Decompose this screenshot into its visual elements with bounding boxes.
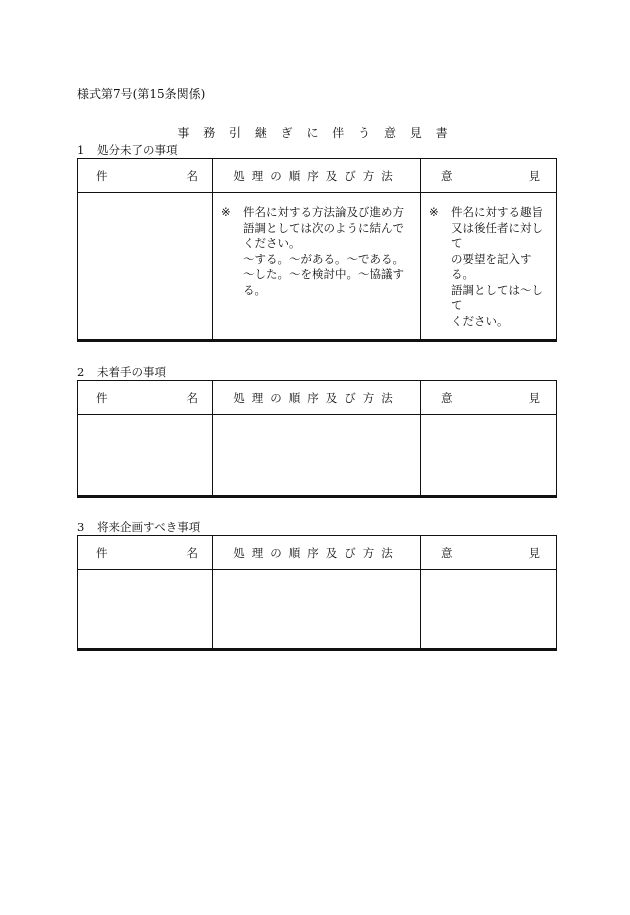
header-row [78, 381, 557, 415]
header-opinion-right: 見 [528, 168, 540, 183]
section-title: 処分未了の事項 [97, 143, 178, 157]
procedure-note-line: ～した。～を検討中。～協議す [243, 267, 404, 281]
header-name-right: 名 [186, 545, 198, 560]
header-name-left: 件 [96, 168, 108, 183]
document-title: 事 務 引 継 ぎ に 伴 う 意 見 書 [177, 126, 453, 140]
header-opinion-left: 意 [441, 168, 453, 183]
opinion-cell[interactable] [421, 193, 557, 341]
section-title: 未着手の事項 [97, 365, 166, 379]
section-number: 3 [77, 520, 85, 534]
header-procedure-text: 処理の順序及び方法 [233, 168, 400, 183]
header-name [78, 536, 213, 570]
procedure-note-line: 語調としては次のように結んで [243, 220, 404, 235]
header-procedure-text: 処理の順序及び方法 [233, 545, 400, 560]
body-row [78, 193, 557, 341]
note-mark: ※ [221, 205, 231, 219]
section-number: 1 [77, 143, 85, 157]
header-name-left: 件 [96, 545, 108, 560]
header-opinion-right: 見 [528, 390, 540, 405]
opinion-note-line: の要望を記入する。 [451, 251, 532, 281]
section-3-label [77, 519, 200, 535]
header-opinion-left: 意 [441, 545, 453, 560]
header-name [78, 159, 213, 193]
section-2-label [77, 364, 166, 380]
header-opinion [421, 536, 557, 570]
header-row [78, 159, 557, 193]
opinion-note-line: 件名に対する趣旨 [451, 205, 543, 219]
procedure-cell[interactable] [213, 193, 421, 341]
section-2-table [77, 380, 557, 498]
name-cell[interactable] [78, 570, 213, 650]
body-row [78, 570, 557, 650]
header-procedure [213, 381, 421, 415]
opinion-cell[interactable] [421, 415, 557, 497]
section-title: 将来企画すべき事項 [97, 520, 201, 534]
procedure-cell[interactable] [213, 415, 421, 497]
name-cell[interactable] [78, 193, 213, 341]
procedure-note-line: 件名に対する方法論及び進め方 [243, 205, 404, 219]
section-1-label [77, 142, 178, 158]
section-number: 2 [77, 365, 85, 379]
opinion-cell[interactable] [421, 570, 557, 650]
procedure-note-line: ください。 [243, 236, 301, 250]
note-mark: ※ [429, 205, 439, 219]
form-number: 様式第7号(第15条関係) [77, 87, 206, 101]
header-procedure [213, 159, 421, 193]
header-procedure [213, 536, 421, 570]
header-row [78, 536, 557, 570]
header-opinion-left: 意 [441, 390, 453, 405]
header-name-left: 件 [96, 390, 108, 405]
header-procedure-text: 処理の順序及び方法 [233, 390, 400, 405]
body-row [78, 415, 557, 497]
opinion-note-line: ください。 [451, 313, 509, 328]
procedure-note-line: る。 [243, 282, 266, 297]
name-cell[interactable] [78, 415, 213, 497]
section-3-table [77, 535, 557, 651]
procedure-cell[interactable] [213, 570, 421, 650]
header-opinion-right: 見 [528, 545, 540, 560]
section-1-table [77, 158, 557, 342]
header-name-right: 名 [186, 390, 198, 405]
header-opinion [421, 381, 557, 415]
procedure-note-line: ～する。～がある。～である。 [243, 251, 404, 266]
opinion-note-line: 語調としては～して [451, 282, 543, 312]
header-name-right: 名 [186, 168, 198, 183]
opinion-note-line: 又は後任者に対して [451, 220, 543, 250]
header-opinion [421, 159, 557, 193]
header-name [78, 381, 213, 415]
